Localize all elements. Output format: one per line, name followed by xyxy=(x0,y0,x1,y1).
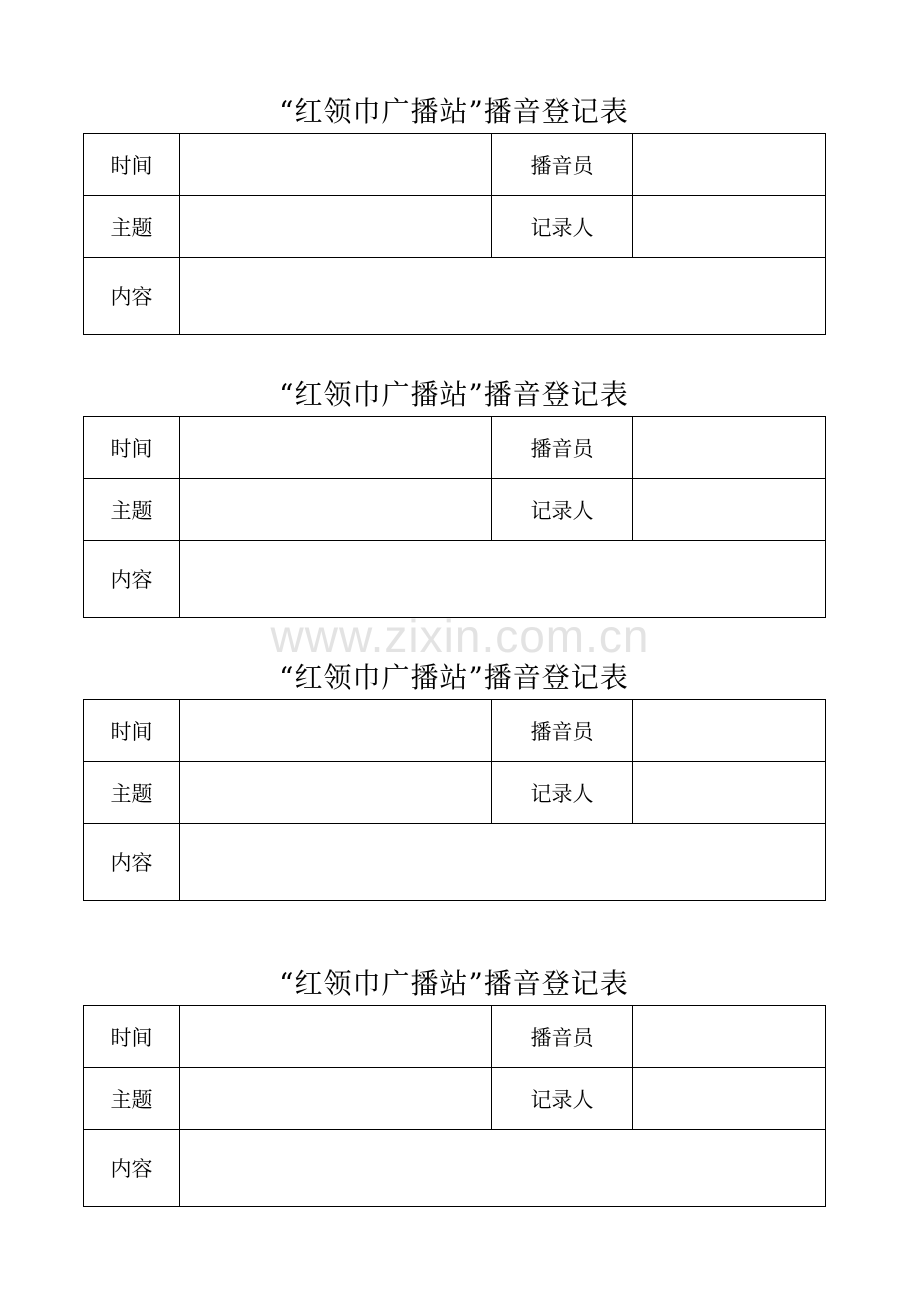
topic-label: 主题 xyxy=(84,196,180,258)
form-table xyxy=(83,1005,826,1207)
topic-field[interactable] xyxy=(180,196,492,258)
form-title: “红领巾广播站”播音登记表 xyxy=(279,95,629,128)
topic-field[interactable] xyxy=(180,762,492,824)
form-table xyxy=(83,699,826,901)
time-field[interactable] xyxy=(180,700,492,762)
time-label: 时间 xyxy=(84,700,180,762)
recorder-field[interactable] xyxy=(633,479,826,541)
recorder-label: 记录人 xyxy=(492,196,633,258)
time-field[interactable] xyxy=(180,417,492,479)
table-row xyxy=(84,1130,826,1207)
recorder-field[interactable] xyxy=(633,196,826,258)
topic-label: 主题 xyxy=(84,1068,180,1130)
table-row xyxy=(84,700,826,762)
table-row xyxy=(84,824,826,901)
time-label: 时间 xyxy=(84,417,180,479)
content-label: 内容 xyxy=(84,541,180,618)
announcer-label: 播音员 xyxy=(492,1006,633,1068)
recorder-label: 记录人 xyxy=(492,479,633,541)
form-title: “红领巾广播站”播音登记表 xyxy=(279,967,629,1000)
form-table xyxy=(83,416,826,618)
table-row xyxy=(84,196,826,258)
topic-field[interactable] xyxy=(180,479,492,541)
content-label: 内容 xyxy=(84,824,180,901)
recorder-label: 记录人 xyxy=(492,762,633,824)
recorder-field[interactable] xyxy=(633,1068,826,1130)
table-row xyxy=(84,134,826,196)
content-field[interactable] xyxy=(180,824,826,901)
announcer-label: 播音员 xyxy=(492,134,633,196)
time-field[interactable] xyxy=(180,134,492,196)
topic-label: 主题 xyxy=(84,762,180,824)
form-title: “红领巾广播站”播音登记表 xyxy=(279,661,629,694)
time-label: 时间 xyxy=(84,134,180,196)
time-label: 时间 xyxy=(84,1006,180,1068)
watermark: www.zixin.com.cn xyxy=(270,610,650,662)
topic-label: 主题 xyxy=(84,479,180,541)
table-row xyxy=(84,762,826,824)
content-field[interactable] xyxy=(180,1130,826,1207)
form-title: “红领巾广播站”播音登记表 xyxy=(279,378,629,411)
content-label: 内容 xyxy=(84,1130,180,1207)
announcer-label: 播音员 xyxy=(492,700,633,762)
recorder-label: 记录人 xyxy=(492,1068,633,1130)
table-row xyxy=(84,1068,826,1130)
announcer-label: 播音员 xyxy=(492,417,633,479)
announcer-field[interactable] xyxy=(633,134,826,196)
form-table xyxy=(83,133,826,335)
recorder-field[interactable] xyxy=(633,762,826,824)
table-row xyxy=(84,417,826,479)
table-row xyxy=(84,479,826,541)
announcer-field[interactable] xyxy=(633,700,826,762)
table-row xyxy=(84,258,826,335)
content-label: 内容 xyxy=(84,258,180,335)
announcer-field[interactable] xyxy=(633,417,826,479)
topic-field[interactable] xyxy=(180,1068,492,1130)
content-field[interactable] xyxy=(180,258,826,335)
time-field[interactable] xyxy=(180,1006,492,1068)
announcer-field[interactable] xyxy=(633,1006,826,1068)
table-row xyxy=(84,1006,826,1068)
